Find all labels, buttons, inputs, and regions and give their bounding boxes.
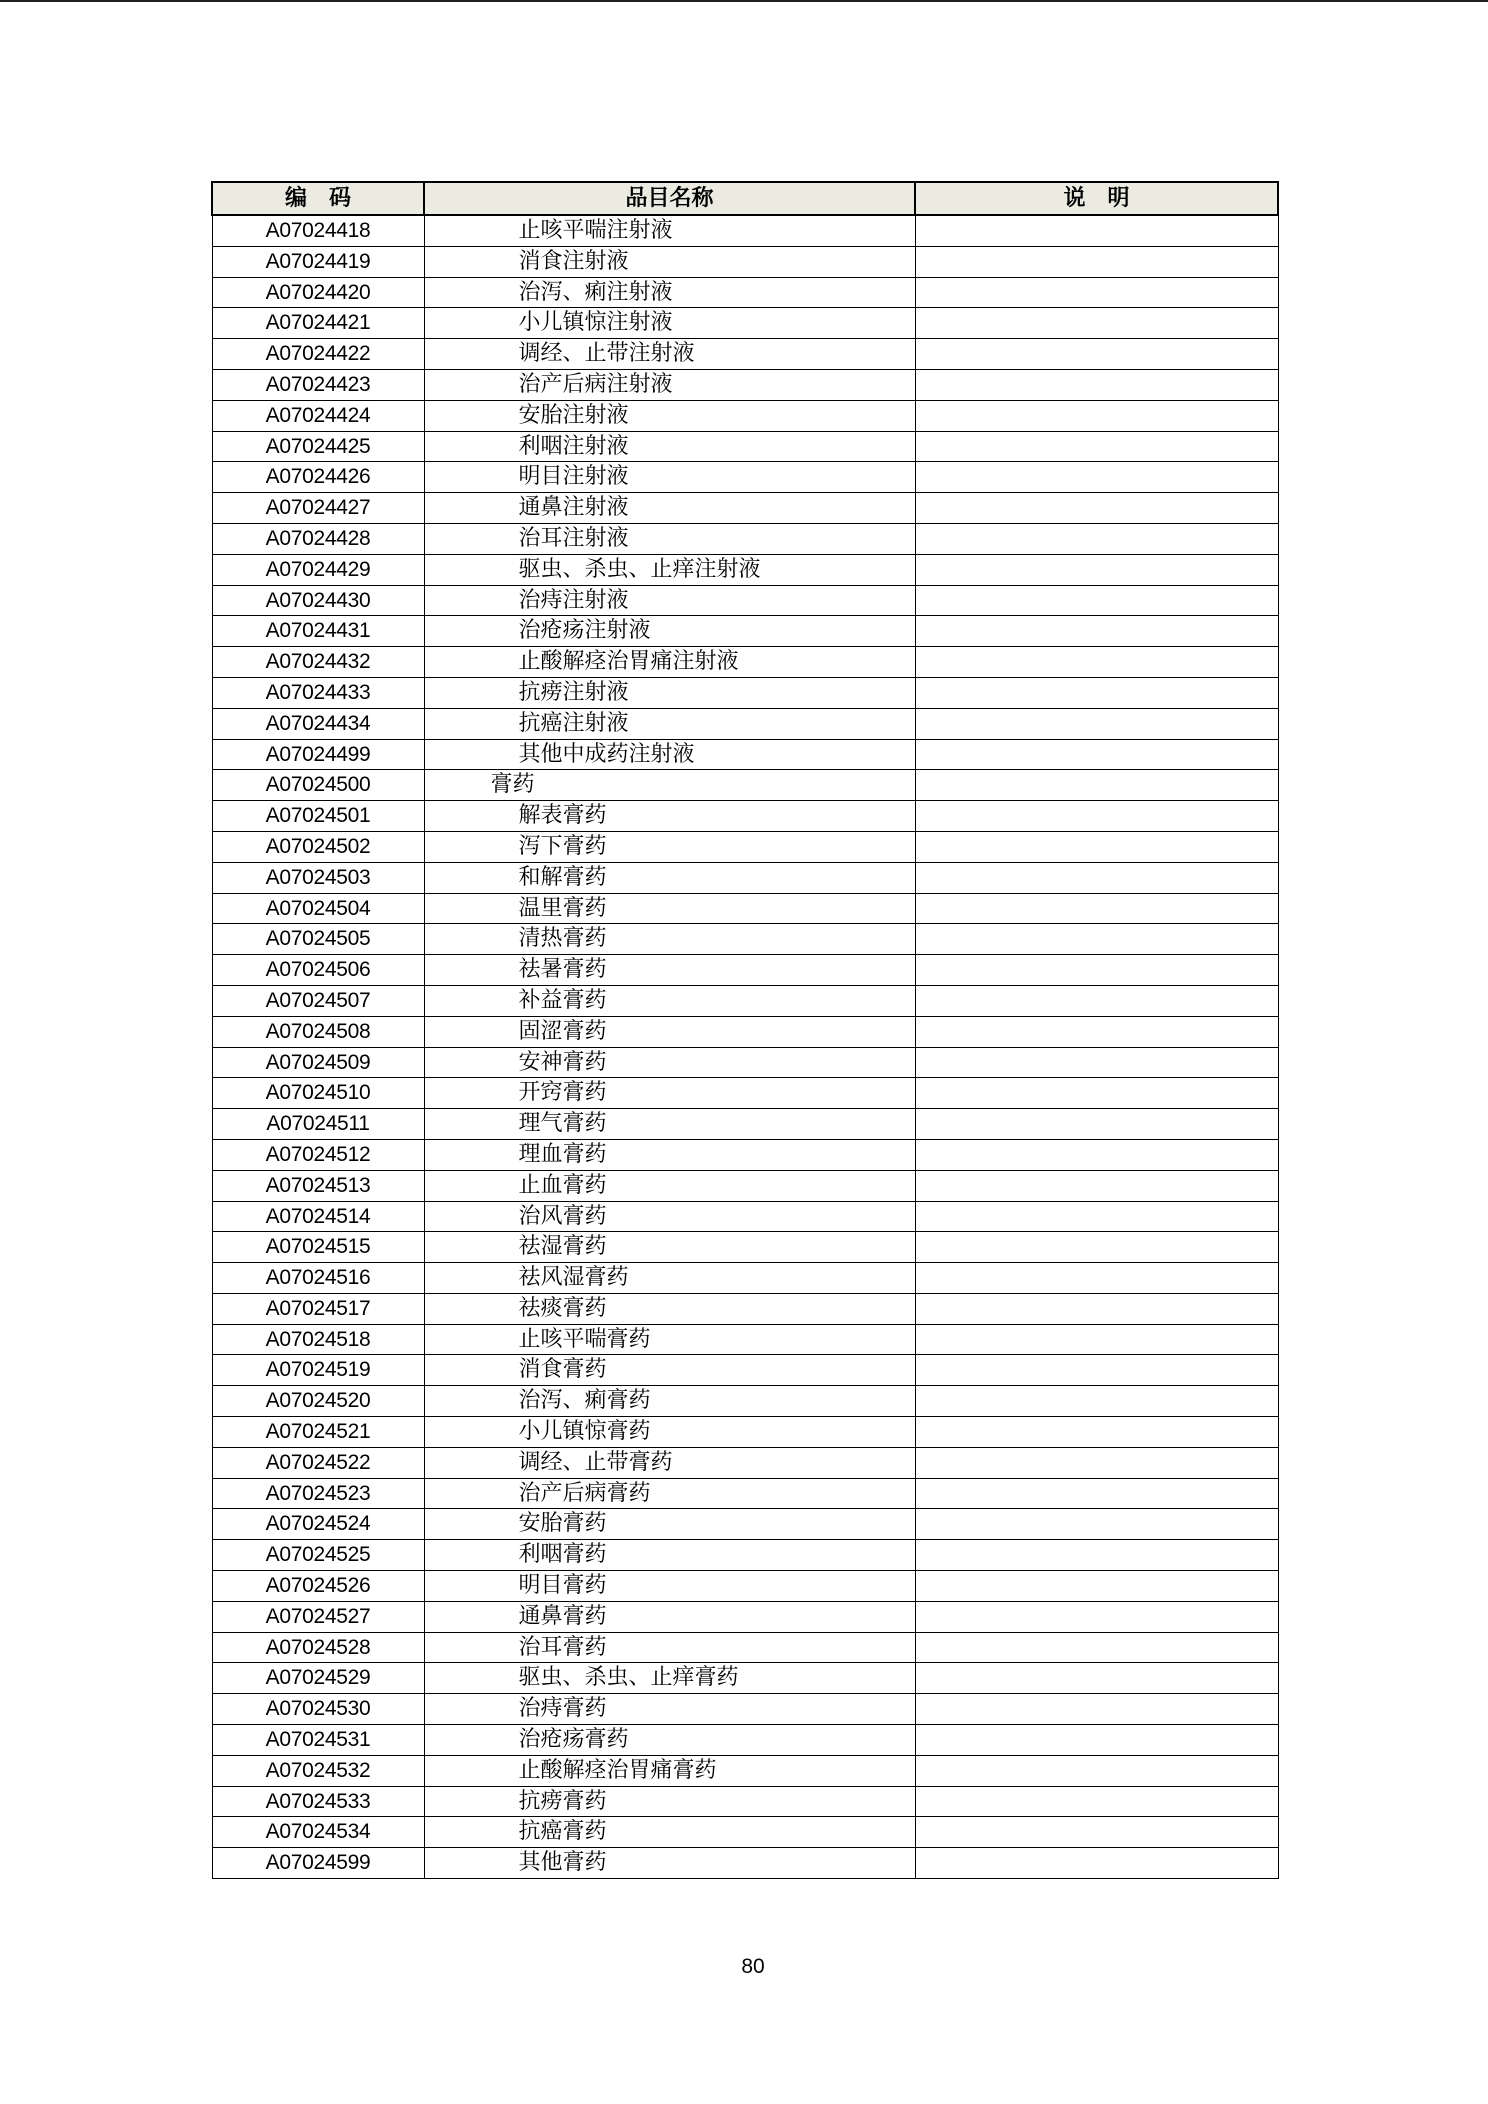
header-name: 品目名称 — [424, 182, 915, 215]
item-note-cell — [915, 1725, 1278, 1756]
item-name-cell: 利咽注射液 — [424, 431, 915, 462]
item-code-cell: A07024509 — [212, 1047, 424, 1078]
item-code-cell: A07024423 — [212, 369, 424, 400]
item-note-cell — [915, 1355, 1278, 1386]
item-note-cell — [915, 1016, 1278, 1047]
item-note-cell — [915, 1786, 1278, 1817]
item-note-cell — [915, 770, 1278, 801]
page-top-border — [0, 0, 1488, 2]
item-note-cell — [915, 277, 1278, 308]
item-code-cell: A07024425 — [212, 431, 424, 462]
table-row — [212, 308, 1278, 339]
table-header — [212, 182, 1278, 215]
item-code-cell: A07024529 — [212, 1663, 424, 1694]
item-name-cell: 通鼻注射液 — [424, 493, 915, 524]
item-name-cell: 治痔膏药 — [424, 1694, 915, 1725]
table-row — [212, 924, 1278, 955]
item-name-cell: 固涩膏药 — [424, 1016, 915, 1047]
item-note-cell — [915, 1109, 1278, 1140]
table-row — [212, 1571, 1278, 1602]
item-code-cell: A07024517 — [212, 1293, 424, 1324]
table-row — [212, 1016, 1278, 1047]
item-name-cell: 止咳平喘膏药 — [424, 1324, 915, 1355]
item-note-cell — [915, 246, 1278, 277]
item-code-cell: A07024420 — [212, 277, 424, 308]
item-name-cell: 驱虫、杀虫、止痒注射液 — [424, 554, 915, 585]
item-code-cell: A07024432 — [212, 647, 424, 678]
table-row — [212, 1386, 1278, 1417]
table-row — [212, 1447, 1278, 1478]
item-note-cell — [915, 1139, 1278, 1170]
item-note-cell — [915, 554, 1278, 585]
item-note-cell — [915, 493, 1278, 524]
item-code-cell: A07024521 — [212, 1417, 424, 1448]
item-code-cell: A07024524 — [212, 1509, 424, 1540]
item-name-cell: 驱虫、杀虫、止痒膏药 — [424, 1663, 915, 1694]
item-name-cell: 泻下膏药 — [424, 831, 915, 862]
item-code-cell: A07024418 — [212, 215, 424, 246]
table-row — [212, 985, 1278, 1016]
item-code-cell: A07024523 — [212, 1478, 424, 1509]
item-note-cell — [915, 708, 1278, 739]
item-code-cell: A07024525 — [212, 1540, 424, 1571]
table-row — [212, 1170, 1278, 1201]
item-code-cell: A07024534 — [212, 1817, 424, 1848]
item-code-cell: A07024531 — [212, 1725, 424, 1756]
item-name-cell: 解表膏药 — [424, 801, 915, 832]
item-code-cell: A07024421 — [212, 308, 424, 339]
table-row — [212, 1478, 1278, 1509]
item-code-cell: A07024513 — [212, 1170, 424, 1201]
item-name-cell: 安胎注射液 — [424, 400, 915, 431]
table-row — [212, 1509, 1278, 1540]
item-name-cell: 清热膏药 — [424, 924, 915, 955]
item-code-cell: A07024532 — [212, 1755, 424, 1786]
item-name-cell: 理气膏药 — [424, 1109, 915, 1140]
item-name-cell: 抗痨注射液 — [424, 677, 915, 708]
table-row — [212, 493, 1278, 524]
catalog-table — [211, 181, 1279, 1879]
table-row — [212, 1755, 1278, 1786]
item-code-cell: A07024530 — [212, 1694, 424, 1725]
table-row — [212, 1540, 1278, 1571]
item-note-cell — [915, 1601, 1278, 1632]
table-row — [212, 831, 1278, 862]
item-name-cell: 治泻、痢注射液 — [424, 277, 915, 308]
item-note-cell — [915, 985, 1278, 1016]
table-row — [212, 1417, 1278, 1448]
item-code-cell: A07024424 — [212, 400, 424, 431]
item-name-cell: 止酸解痉治胃痛膏药 — [424, 1755, 915, 1786]
item-code-cell: A07024422 — [212, 339, 424, 370]
item-code-cell: A07024502 — [212, 831, 424, 862]
item-name-cell: 开窍膏药 — [424, 1078, 915, 1109]
item-name-cell: 补益膏药 — [424, 985, 915, 1016]
item-note-cell — [915, 647, 1278, 678]
item-name-cell: 抗癌膏药 — [424, 1817, 915, 1848]
item-code-cell: A07024515 — [212, 1232, 424, 1263]
table-row — [212, 523, 1278, 554]
item-name-cell: 安神膏药 — [424, 1047, 915, 1078]
table-row — [212, 1263, 1278, 1294]
item-note-cell — [915, 1324, 1278, 1355]
item-note-cell — [915, 1478, 1278, 1509]
item-name-cell: 止血膏药 — [424, 1170, 915, 1201]
item-code-cell: A07024503 — [212, 862, 424, 893]
table-row — [212, 801, 1278, 832]
item-code-cell: A07024533 — [212, 1786, 424, 1817]
table-row — [212, 677, 1278, 708]
table-row — [212, 1663, 1278, 1694]
table-row — [212, 1078, 1278, 1109]
item-note-cell — [915, 801, 1278, 832]
item-name-cell: 治痔注射液 — [424, 585, 915, 616]
item-note-cell — [915, 1817, 1278, 1848]
item-name-cell: 治风膏药 — [424, 1201, 915, 1232]
item-code-cell: A07024426 — [212, 462, 424, 493]
item-code-cell: A07024522 — [212, 1447, 424, 1478]
header-note: 说 明 — [915, 182, 1278, 215]
item-note-cell — [915, 1293, 1278, 1324]
table-row — [212, 1324, 1278, 1355]
table-row — [212, 955, 1278, 986]
item-code-cell: A07024506 — [212, 955, 424, 986]
item-name-cell: 和解膏药 — [424, 862, 915, 893]
item-note-cell — [915, 1078, 1278, 1109]
item-code-cell: A07024504 — [212, 893, 424, 924]
item-note-cell — [915, 862, 1278, 893]
item-note-cell — [915, 369, 1278, 400]
item-name-cell: 消食膏药 — [424, 1355, 915, 1386]
item-code-cell: A07024499 — [212, 739, 424, 770]
table-row — [212, 1694, 1278, 1725]
item-name-cell: 其他中成药注射液 — [424, 739, 915, 770]
item-note-cell — [915, 1201, 1278, 1232]
table-row — [212, 1786, 1278, 1817]
table-row — [212, 1201, 1278, 1232]
item-note-cell — [915, 1417, 1278, 1448]
item-code-cell: A07024419 — [212, 246, 424, 277]
table-row — [212, 739, 1278, 770]
item-code-cell: A07024516 — [212, 1263, 424, 1294]
item-code-cell: A07024599 — [212, 1848, 424, 1879]
header-code: 编 码 — [212, 182, 424, 215]
item-code-cell: A07024505 — [212, 924, 424, 955]
item-name-cell: 抗痨膏药 — [424, 1786, 915, 1817]
table-row — [212, 1632, 1278, 1663]
table-row — [212, 339, 1278, 370]
table-row — [212, 400, 1278, 431]
table-row — [212, 277, 1278, 308]
item-note-cell — [915, 1694, 1278, 1725]
table-row — [212, 1232, 1278, 1263]
item-note-cell — [915, 1386, 1278, 1417]
item-name-cell: 消食注射液 — [424, 246, 915, 277]
item-note-cell — [915, 739, 1278, 770]
item-code-cell: A07024427 — [212, 493, 424, 524]
item-note-cell — [915, 831, 1278, 862]
item-name-cell: 祛风湿膏药 — [424, 1263, 915, 1294]
table-row — [212, 215, 1278, 246]
table-row — [212, 1109, 1278, 1140]
table-row — [212, 462, 1278, 493]
item-name-cell: 抗癌注射液 — [424, 708, 915, 739]
item-name-cell: 通鼻膏药 — [424, 1601, 915, 1632]
table-row — [212, 1047, 1278, 1078]
table-row — [212, 893, 1278, 924]
table-row — [212, 369, 1278, 400]
item-note-cell — [915, 1263, 1278, 1294]
item-code-cell: A07024528 — [212, 1632, 424, 1663]
item-note-cell — [915, 1447, 1278, 1478]
item-note-cell — [915, 1509, 1278, 1540]
item-name-cell: 治泻、痢膏药 — [424, 1386, 915, 1417]
table-row — [212, 1725, 1278, 1756]
header-row — [212, 182, 1278, 215]
item-note-cell — [915, 616, 1278, 647]
item-name-cell: 安胎膏药 — [424, 1509, 915, 1540]
item-name-cell: 祛湿膏药 — [424, 1232, 915, 1263]
item-code-cell: A07024518 — [212, 1324, 424, 1355]
table-body — [212, 215, 1278, 1879]
item-note-cell — [915, 1232, 1278, 1263]
item-name-cell: 其他膏药 — [424, 1848, 915, 1879]
item-name-cell: 治耳膏药 — [424, 1632, 915, 1663]
item-name-cell: 止酸解痉治胃痛注射液 — [424, 647, 915, 678]
table-row — [212, 1848, 1278, 1879]
item-name-cell: 膏药 — [424, 770, 915, 801]
item-code-cell: A07024514 — [212, 1201, 424, 1232]
table-row — [212, 246, 1278, 277]
item-name-cell: 止咳平喘注射液 — [424, 215, 915, 246]
item-code-cell: A07024527 — [212, 1601, 424, 1632]
item-code-cell: A07024431 — [212, 616, 424, 647]
item-note-cell — [915, 1571, 1278, 1602]
item-name-cell: 治产后病注射液 — [424, 369, 915, 400]
item-code-cell: A07024510 — [212, 1078, 424, 1109]
item-name-cell: 温里膏药 — [424, 893, 915, 924]
item-code-cell: A07024500 — [212, 770, 424, 801]
table-row — [212, 770, 1278, 801]
item-code-cell: A07024508 — [212, 1016, 424, 1047]
table-row — [212, 1293, 1278, 1324]
item-name-cell: 调经、止带膏药 — [424, 1447, 915, 1478]
item-note-cell — [915, 1755, 1278, 1786]
item-code-cell: A07024428 — [212, 523, 424, 554]
item-code-cell: A07024501 — [212, 801, 424, 832]
table-row — [212, 1817, 1278, 1848]
item-code-cell: A07024511 — [212, 1109, 424, 1140]
item-name-cell: 小儿镇惊膏药 — [424, 1417, 915, 1448]
item-code-cell: A07024430 — [212, 585, 424, 616]
item-code-cell: A07024433 — [212, 677, 424, 708]
item-note-cell — [915, 431, 1278, 462]
table-row — [212, 647, 1278, 678]
item-note-cell — [915, 1540, 1278, 1571]
item-note-cell — [915, 1663, 1278, 1694]
table-row — [212, 585, 1278, 616]
item-note-cell — [915, 1848, 1278, 1879]
item-name-cell: 明目注射液 — [424, 462, 915, 493]
table-row — [212, 1601, 1278, 1632]
item-name-cell: 治疮疡膏药 — [424, 1725, 915, 1756]
table-row — [212, 708, 1278, 739]
item-note-cell — [915, 677, 1278, 708]
table-row — [212, 1355, 1278, 1386]
item-note-cell — [915, 1047, 1278, 1078]
item-note-cell — [915, 893, 1278, 924]
table-row — [212, 431, 1278, 462]
table-row — [212, 616, 1278, 647]
item-note-cell — [915, 523, 1278, 554]
item-name-cell: 调经、止带注射液 — [424, 339, 915, 370]
item-code-cell: A07024520 — [212, 1386, 424, 1417]
item-name-cell: 明目膏药 — [424, 1571, 915, 1602]
item-note-cell — [915, 955, 1278, 986]
item-code-cell: A07024507 — [212, 985, 424, 1016]
page-number: 80 — [741, 1955, 765, 1978]
item-code-cell: A07024434 — [212, 708, 424, 739]
item-name-cell: 小儿镇惊注射液 — [424, 308, 915, 339]
item-note-cell — [915, 1170, 1278, 1201]
item-note-cell — [915, 462, 1278, 493]
table-row — [212, 1139, 1278, 1170]
item-note-cell — [915, 585, 1278, 616]
item-note-cell — [915, 924, 1278, 955]
item-name-cell: 治疮疡注射液 — [424, 616, 915, 647]
item-name-cell: 理血膏药 — [424, 1139, 915, 1170]
item-name-cell: 利咽膏药 — [424, 1540, 915, 1571]
item-code-cell: A07024512 — [212, 1139, 424, 1170]
table-row — [212, 862, 1278, 893]
item-name-cell: 治耳注射液 — [424, 523, 915, 554]
item-name-cell: 祛暑膏药 — [424, 955, 915, 986]
item-note-cell — [915, 400, 1278, 431]
item-code-cell: A07024519 — [212, 1355, 424, 1386]
item-code-cell: A07024526 — [212, 1571, 424, 1602]
item-name-cell: 祛痰膏药 — [424, 1293, 915, 1324]
item-note-cell — [915, 1632, 1278, 1663]
table-row — [212, 554, 1278, 585]
item-note-cell — [915, 339, 1278, 370]
item-note-cell — [915, 308, 1278, 339]
item-note-cell — [915, 215, 1278, 246]
item-code-cell: A07024429 — [212, 554, 424, 585]
item-name-cell: 治产后病膏药 — [424, 1478, 915, 1509]
